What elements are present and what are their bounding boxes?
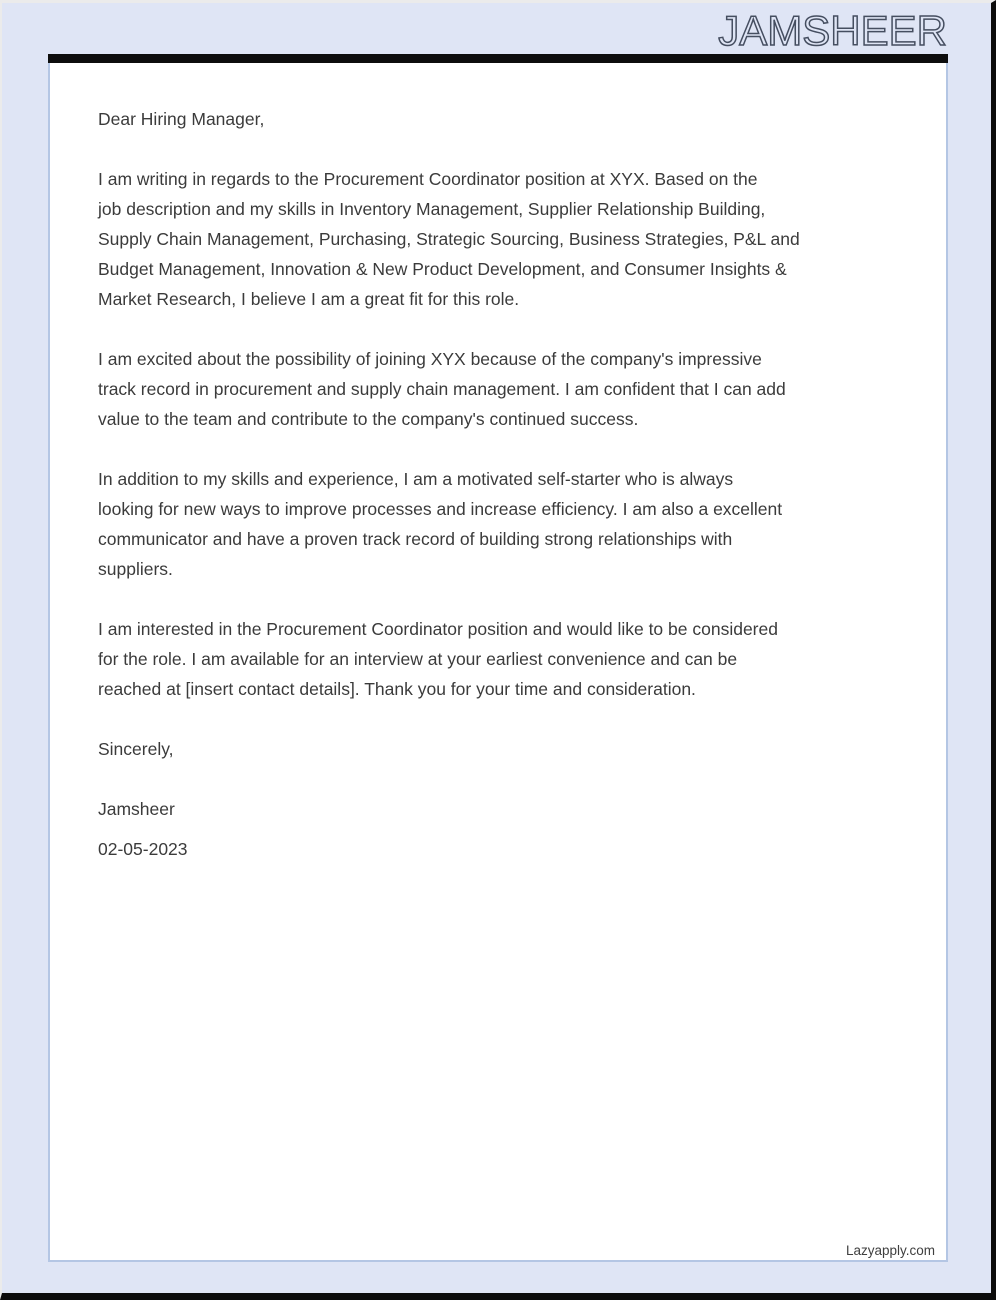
letter-line: I am excited about the possibility of joining XYX because of the company's impressive	[98, 349, 762, 369]
greeting: Dear Hiring Manager,	[98, 109, 265, 129]
letter-line: job description and my skills in Inventory Management, Supplier Relationship Building,	[98, 199, 766, 219]
closing: Sincerely,	[98, 739, 174, 759]
letter-sheet	[48, 63, 948, 1262]
letter-line: Supply Chain Management, Purchasing, Strategic Sourcing, Business Strategies, P&L and	[98, 229, 800, 249]
letter-line: Budget Management, Innovation & New Product Development, and Consumer Insights &	[98, 259, 787, 279]
letter-line: Market Research, I believe I am a great fit for this role.	[98, 289, 520, 309]
letter-line: suppliers.	[98, 559, 173, 579]
letter-line: In addition to my skills and experience, I am a motivated self-starter who is always	[98, 469, 734, 489]
paragraph-skills	[98, 464, 898, 584]
letter-line: reached at [insert contact details]. Thank you for your time and consideration.	[98, 679, 696, 699]
brand-logo: JAMSHEER	[718, 7, 947, 54]
letter-top-border	[48, 54, 948, 63]
letter-line: looking for new ways to improve processes and increase efficiency. I am also a excellent	[98, 499, 783, 519]
letter-line: track record in procurement and supply chain management. I am confident that I can add	[98, 379, 786, 399]
letter-line: communicator and have a proven track record of building strong relationships with	[98, 529, 733, 549]
date-link[interactable]: 02-05-2023	[98, 839, 188, 859]
paragraph-motivation	[98, 344, 898, 434]
letter-line: I am interested in the Procurement Coordinator position and would like to be considered	[98, 619, 778, 639]
watermark-lazyapply: Lazyapply.com	[845, 1243, 935, 1258]
letter-line: value to the team and contribute to the company's continued success.	[98, 409, 639, 429]
letter-line: for the role. I am available for an interview at your earliest convenience and can be	[98, 649, 738, 669]
paragraph-intro	[98, 164, 898, 314]
letter-line: I am writing in regards to the Procurement Coordinator position at XYX. Based on the	[98, 169, 758, 189]
paragraph-call-to-action	[98, 614, 898, 704]
signature-name: Jamsheer	[98, 799, 175, 819]
